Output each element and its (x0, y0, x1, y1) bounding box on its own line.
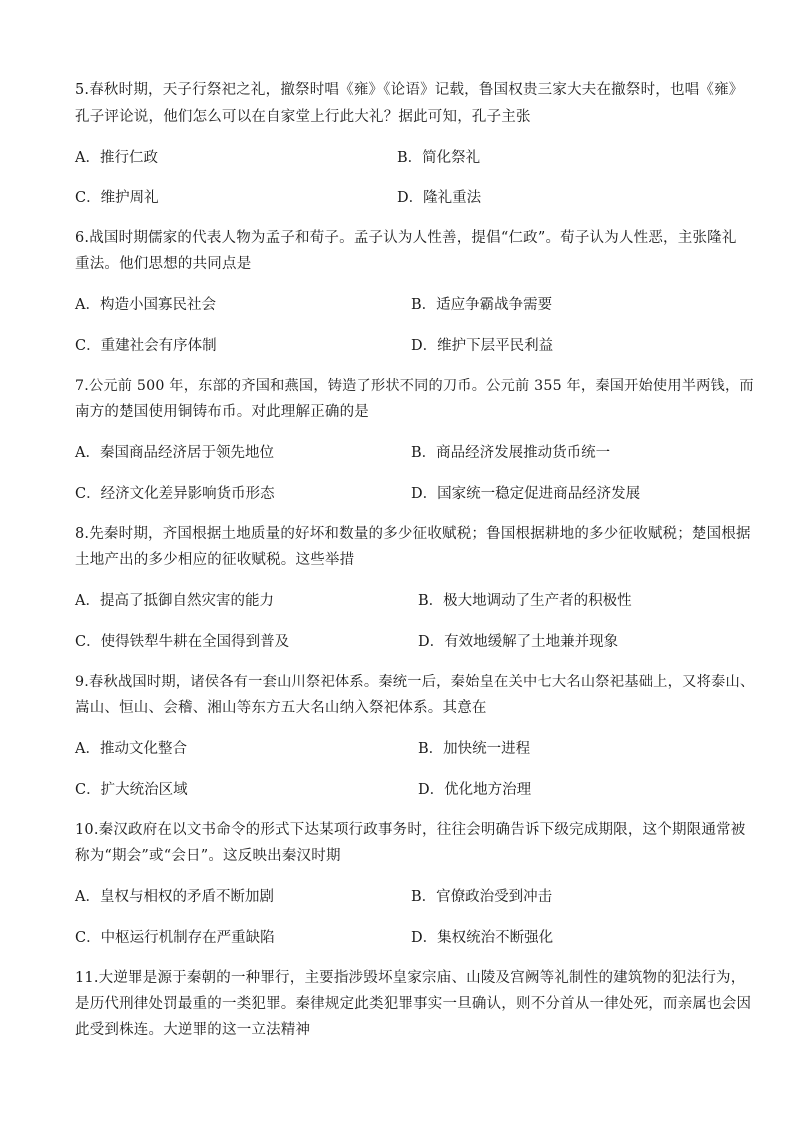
option-d: D．国家统一稳定促进商品经济发展 (411, 486, 641, 502)
question-text-line: 8.先秦时期，齐国根据土地质量的好坏和数量的多少征收赋税；鲁国根据耕地的多少征收赋税；楚国根据 (75, 526, 751, 542)
option-c: C．重建社会有序体制 (75, 338, 217, 354)
question-text-line: 6.战国时期儒家的代表人物为孟子和荀子。孟子认为人性善，提倡“仁政”。荀子认为人性恶，主张隆礼 (75, 230, 737, 246)
option-b: B．适应争霸战争需要 (411, 297, 553, 313)
question-text-line: 孔子评论说，他们怎么可以在自家堂上行此大礼？据此可知，孔子主张 (75, 109, 531, 125)
option-c: C．使得铁犁牛耕在全国得到普及 (75, 634, 290, 650)
question-text-line: 5.春秋时期，天子行祭祀之礼，撤祭时唱《雍》《论语》记载，鲁国权贵三家大夫在撤祭时，也唱《雍》 (75, 82, 744, 98)
option-a: A．推动文化整合 (75, 741, 187, 757)
question-text-line: 7.公元前 500 年，东部的齐国和燕国，铸造了形状不同的刀币。公元前 355 年，秦国开始使用半两钱，而 (75, 378, 754, 394)
question-text-line: 土地产出的多少相应的征收赋税。这些举措 (75, 552, 355, 568)
option-a: A．提高了抵御自然灾害的能力 (75, 593, 274, 609)
option-a: A．构造小国寡民社会 (75, 297, 216, 313)
question-text-line: 重法。他们思想的共同点是 (75, 256, 252, 272)
option-b: B．官僚政治受到冲击 (411, 889, 553, 905)
option-b: B．商品经济发展推动货币统一 (411, 445, 611, 461)
question-text-line: 11.大逆罪是源于秦朝的一种罪行，主要指涉毁坏皇家宗庙、山陵及宫阙等礼制性的建筑物的犯法行为， (75, 970, 746, 986)
option-c: C．经济文化差异影响货币形态 (75, 486, 275, 502)
option-c: C．维护周礼 (75, 190, 159, 206)
option-d: D．集权统治不断强化 (411, 930, 554, 946)
option-d: D．优化地方治理 (418, 782, 532, 798)
option-d: D．维护下层平民利益 (411, 338, 554, 354)
question-text-line: 9.春秋战国时期，诸侯各有一套山川祭祀体系。秦统一后，秦始皇在关中七大名山祭祀基础上，又将泰山、 (75, 674, 755, 690)
question-text-line: 南方的楚国使用铜铸布币。对此理解正确的是 (75, 404, 369, 420)
option-a: A．推行仁政 (75, 150, 158, 166)
option-a: A．秦国商品经济居于领先地位 (75, 445, 274, 461)
option-c: C．中枢运行机制存在严重缺陷 (75, 930, 275, 946)
option-b: B．加快统一进程 (418, 741, 531, 757)
question-text-line: 是历代刑律处罚最重的一类犯罪。秦律规定此类犯罪事实一旦确认，则不分首从一律处死，而亲属也会因 (75, 996, 752, 1012)
question-text-line: 10.秦汉政府在以文书命令的形式下达某项行政事务时，往往会明确告诉下级完成期限，这个期限通常被 (75, 822, 746, 838)
option-b: B．极大地调动了生产者的积极性 (418, 593, 632, 609)
option-a: A．皇权与相权的矛盾不断加剧 (75, 889, 274, 905)
option-c: C．扩大统治区域 (75, 782, 188, 798)
option-b: B．简化祭礼 (397, 150, 481, 166)
question-text-line: 此受到株连。大逆罪的这一立法精神 (75, 1022, 311, 1038)
question-text-line: 嵩山、恒山、会稽、湘山等东方五大名山纳入祭祀体系。其意在 (75, 700, 487, 716)
option-d: D．隆礼重法 (397, 190, 482, 206)
question-text-line: 称为“期会”或“会日”。这反映出秦汉时期 (75, 848, 341, 864)
option-d: D．有效地缓解了土地兼并现象 (418, 634, 619, 650)
